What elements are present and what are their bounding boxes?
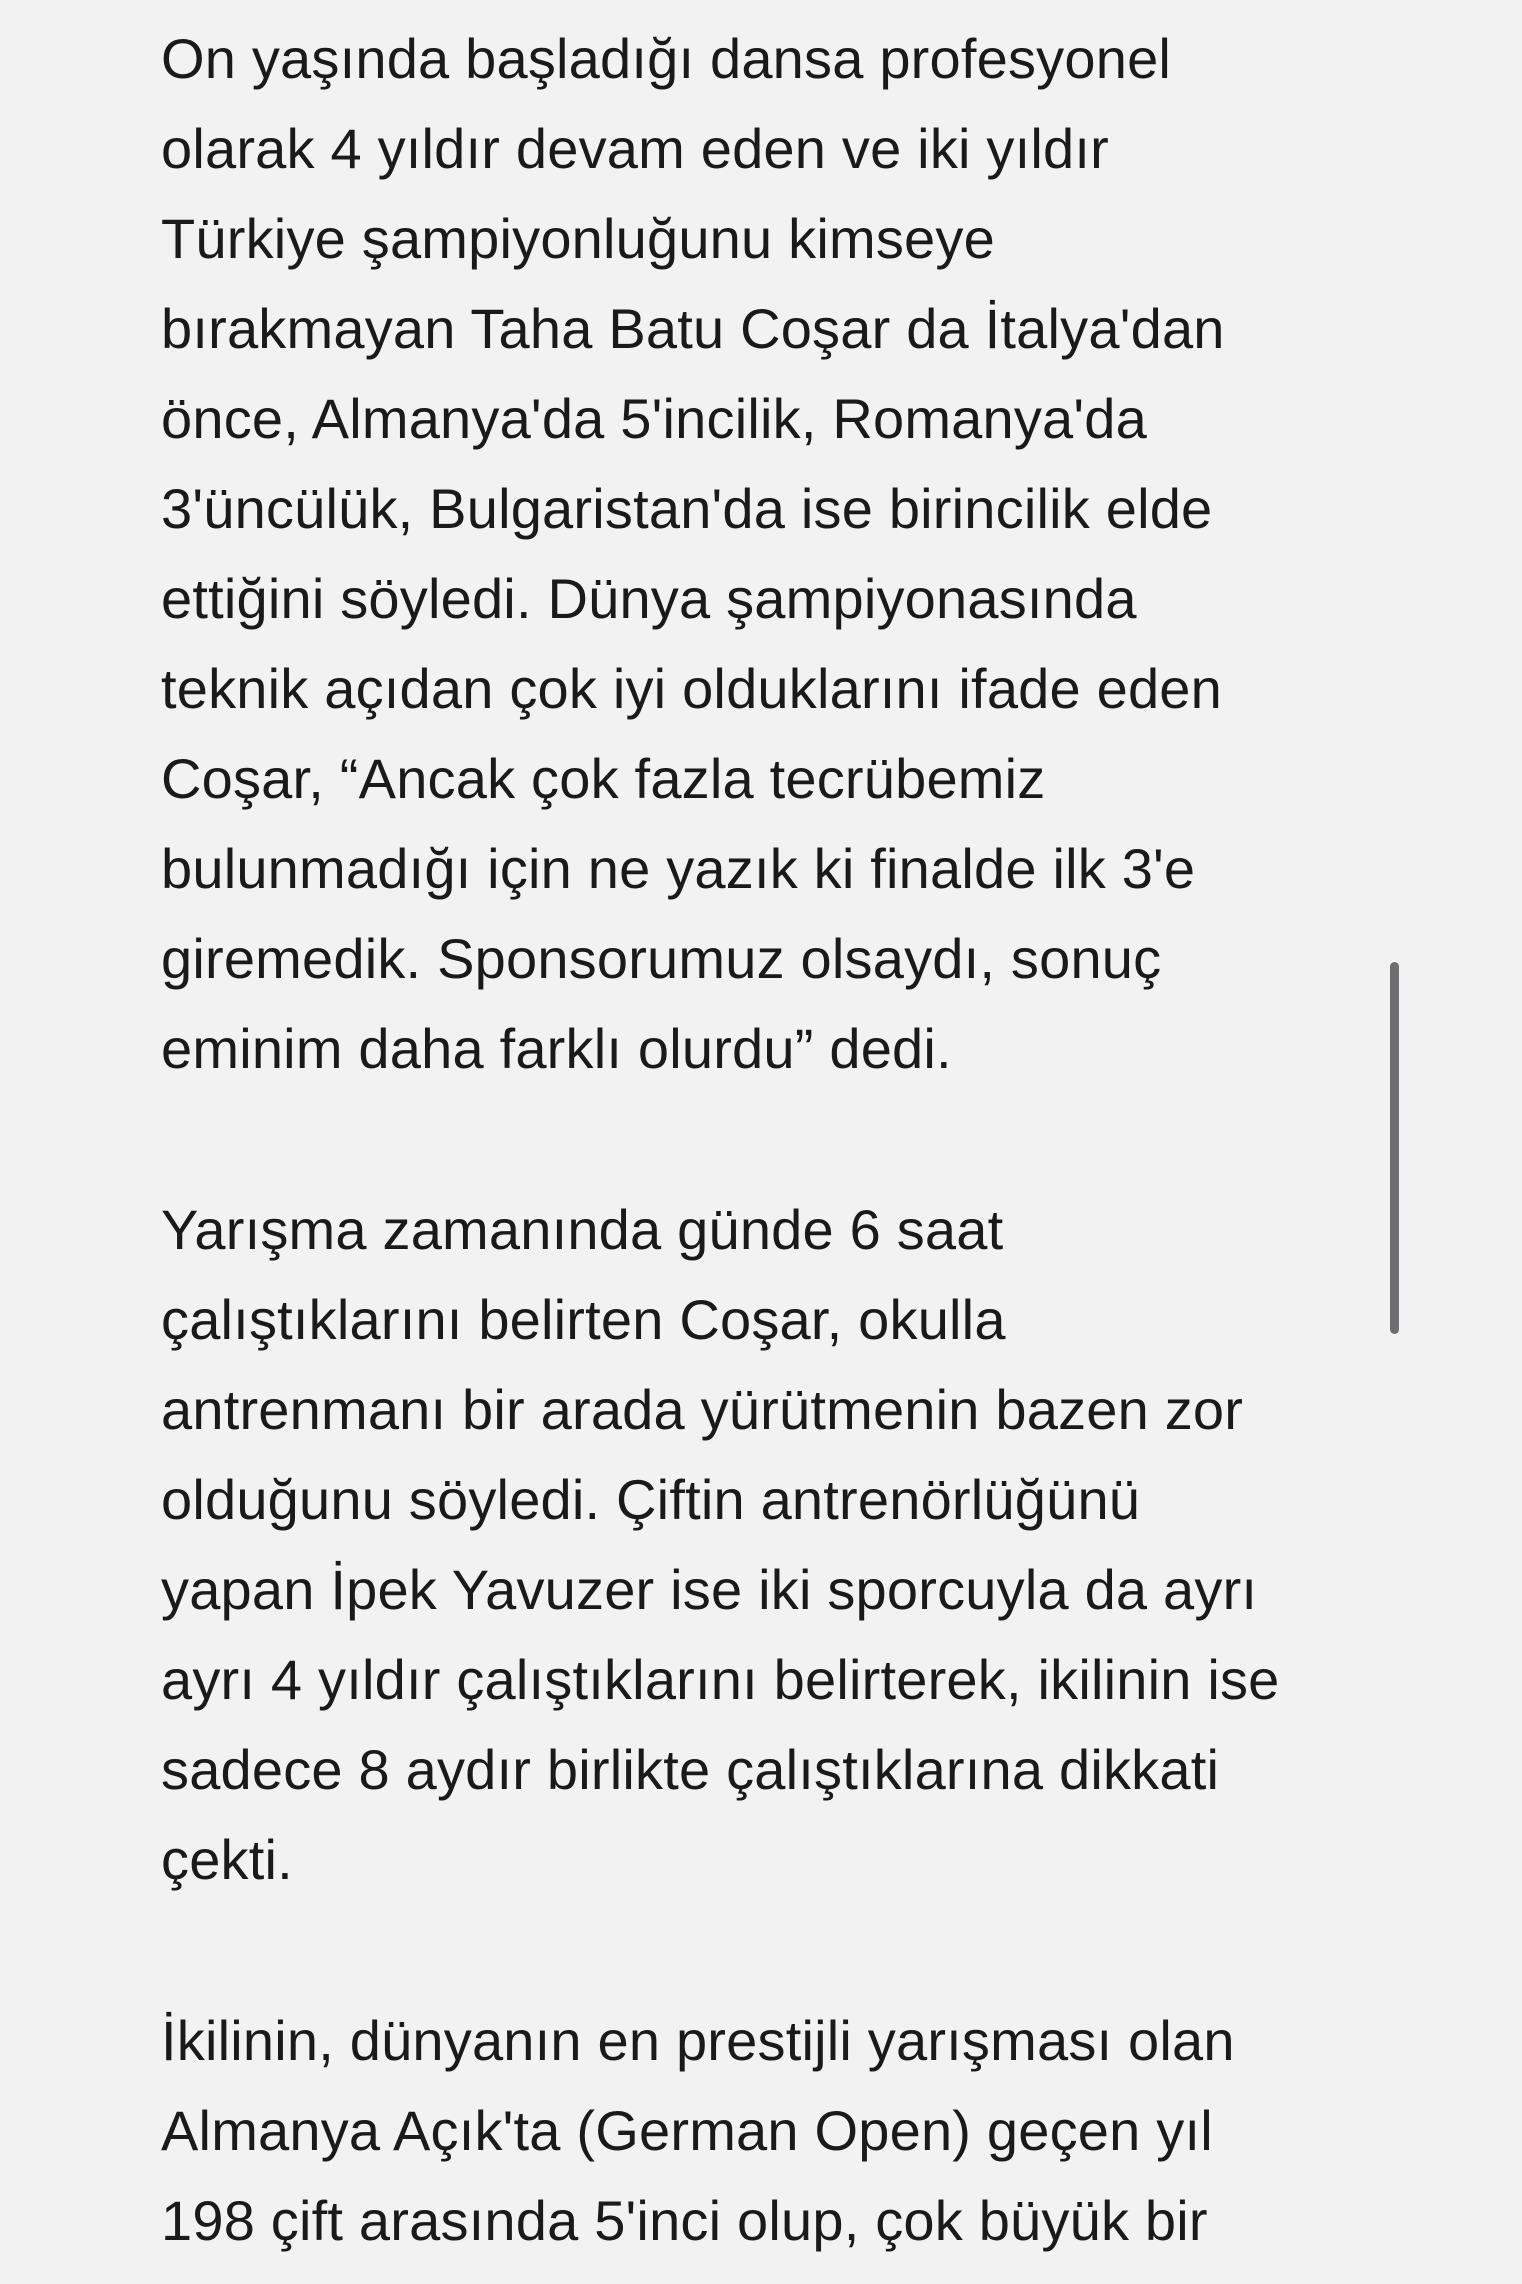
- text-line: bulunmadığı için ne yazık ki finalde ilk 3'e: [161, 837, 1196, 900]
- text-line: 3'üncülük, Bulgaristan'da ise birincilik elde: [161, 477, 1213, 540]
- paragraph-1: [161, 14, 1361, 1094]
- text-line: Türkiye şampiyonluğunu kimseye: [161, 207, 995, 270]
- paragraph-2: [161, 1185, 1361, 1905]
- text-line: antrenmanı bir arada yürütmenin bazen zor: [161, 1378, 1244, 1441]
- vertical-scrollbar[interactable]: [1390, 962, 1399, 1334]
- text-line: çekti.: [161, 1828, 293, 1891]
- text-line: bırakmayan Taha Batu Coşar da İtalya'dan: [161, 297, 1225, 360]
- text-line: teknik açıdan çok iyi olduklarını ifade eden: [161, 657, 1222, 720]
- text-line: yapan İpek Yavuzer ise iki sporcuyla da ayrı: [161, 1558, 1258, 1621]
- text-line: olduğunu söyledi. Çiftin antrenörlüğünü: [161, 1468, 1141, 1531]
- text-line: önce, Almanya'da 5'incilik, Romanya'da: [161, 387, 1147, 450]
- text-line: giremedik. Sponsorumuz olsaydı, sonuç: [161, 927, 1162, 990]
- paragraph-3: [161, 1996, 1361, 2266]
- text-line: Coşar, “Ancak çok fazla tecrübemiz: [161, 747, 1046, 810]
- text-line: sadece 8 aydır birlikte çalıştıklarına dikkati: [161, 1738, 1220, 1801]
- text-line: çalıştıklarını belirten Coşar, okulla: [161, 1288, 1006, 1351]
- text-line: olarak 4 yıldır devam eden ve iki yıldır: [161, 117, 1109, 180]
- text-line: Yarışma zamanında günde 6 saat: [161, 1198, 1004, 1261]
- text-line: ettiğini söyledi. Dünya şampiyonasında: [161, 567, 1137, 630]
- text-line: 198 çift arasında 5'inci olup, çok büyük bir: [161, 2189, 1208, 2252]
- text-line: Almanya Açık'ta (German Open) geçen yıl: [161, 2099, 1213, 2162]
- text-line: eminim daha farklı olurdu” dedi.: [161, 1017, 952, 1080]
- text-line: ayrı 4 yıldır çalıştıklarını belirterek, ikilinin ise: [161, 1648, 1280, 1711]
- text-line: İkilinin, dünyanın en prestijli yarışması olan: [161, 2009, 1235, 2072]
- text-line: On yaşında başladığı dansa profesyonel: [161, 27, 1172, 90]
- article-body: [161, 14, 1361, 2284]
